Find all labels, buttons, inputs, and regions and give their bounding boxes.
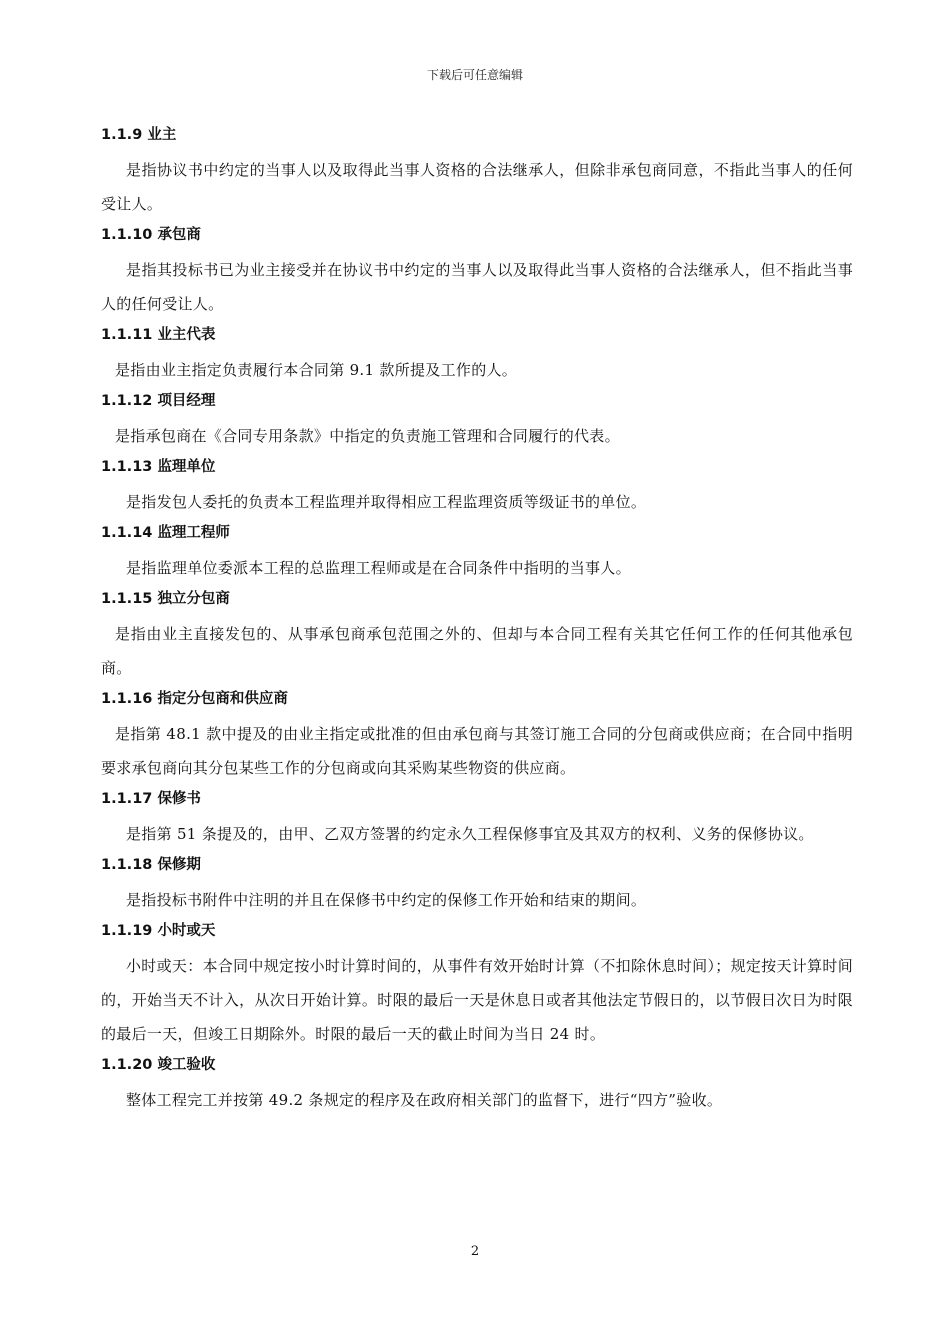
clause-title: 小时或天	[157, 923, 216, 939]
clause-body: 是指发包人委托的负责本工程监理并取得相应工程监理资质等级证书的单位。	[126, 493, 647, 511]
clause-body: 小时或天：本合同中规定按小时计算时间的，从事件有效开始时计算（不扣除休息时间）；规定按天计算时间的，开始当天不计入，从次日开始计算。时限的最后一天是休息日或者其他法定节假日的，以节假日次日为时限的最后一天，但竣工日期除外。时限的最后一天的截止时间为当日 24 时。	[101, 957, 853, 1043]
clause-title: 监理工程师	[157, 525, 230, 541]
clause-number: 1.1.13	[101, 459, 153, 475]
clause-title: 业主代表	[157, 327, 216, 343]
clause-heading	[101, 688, 853, 710]
clause-heading	[101, 456, 853, 478]
clause-heading	[101, 920, 853, 942]
clause-number: 1.1.16	[101, 691, 153, 707]
clause-title: 业主	[147, 127, 177, 143]
clause-title: 竣工验收	[157, 1057, 216, 1073]
clause-1-1-15	[101, 588, 853, 685]
clause-body: 是指第 48.1 款中提及的由业主指定或批准的但由承包商与其签订施工合同的分包商或供应商；在合同中指明要求承包商向其分包某些工作的分包商或向其采购某些物资的供应商。	[101, 725, 853, 777]
clause-1-1-17	[101, 788, 853, 851]
clause-title: 保修书	[157, 791, 201, 807]
clause-body: 整体工程完工并按第 49.2 条规定的程序及在政府相关部门的监督下，进行“四方”验收。	[126, 1091, 723, 1109]
clause-heading	[101, 588, 853, 610]
clause-1-1-18	[101, 854, 853, 917]
clause-heading	[101, 788, 853, 810]
clause-number: 1.1.15	[101, 591, 153, 607]
clause-title: 承包商	[157, 227, 201, 243]
clause-heading	[101, 854, 853, 876]
clause-title: 独立分包商	[157, 591, 230, 607]
clause-heading	[101, 324, 853, 346]
clause-number: 1.1.10	[101, 227, 153, 243]
clause-number: 1.1.14	[101, 525, 153, 541]
clause-body: 是指承包商在《合同专用条款》中指定的负责施工管理和合同履行的代表。	[115, 427, 620, 445]
clause-1-1-12	[101, 390, 853, 453]
page-header: 下载后可任意编辑	[426, 68, 523, 82]
clause-1-1-19	[101, 920, 853, 1051]
clause-heading	[101, 224, 853, 246]
clause-heading	[101, 124, 853, 146]
clause-body: 是指其投标书已为业主接受并在协议书中约定的当事人以及取得此当事人资格的合法继承人，但不指此当事人的任何受让人。	[101, 261, 853, 313]
clause-title: 项目经理	[157, 393, 216, 409]
clause-body: 是指由业主指定负责履行本合同第 9.1 款所提及工作的人。	[115, 361, 518, 379]
clause-body: 是指投标书附件中注明的并且在保修书中约定的保修工作开始和结束的期间。	[126, 891, 647, 909]
clause-1-1-16	[101, 688, 853, 785]
clause-body: 是指协议书中约定的当事人以及取得此当事人资格的合法继承人，但除非承包商同意，不指此当事人的任何受让人。	[101, 161, 853, 213]
clause-heading	[101, 522, 853, 544]
clause-title: 监理单位	[157, 459, 216, 475]
clause-title: 保修期	[157, 857, 201, 873]
page-number: 2	[470, 1244, 480, 1259]
clause-body: 是指第 51 条提及的，由甲、乙双方签署的约定永久工程保修事宜及其双方的权利、义务的保修协议。	[126, 825, 814, 843]
clause-1-1-9	[101, 124, 853, 221]
clause-number: 1.1.12	[101, 393, 153, 409]
clause-1-1-13	[101, 456, 853, 519]
clause-number: 1.1.9	[101, 127, 143, 143]
clause-number: 1.1.18	[101, 857, 153, 873]
clause-1-1-10	[101, 224, 853, 321]
clause-heading	[101, 390, 853, 412]
clause-number: 1.1.11	[101, 327, 153, 343]
clause-title: 指定分包商和供应商	[157, 691, 288, 707]
clause-body: 是指监理单位委派本工程的总监理工程师或是在合同条件中指明的当事人。	[126, 559, 631, 577]
clause-number: 1.1.20	[101, 1057, 153, 1073]
clause-number: 1.1.19	[101, 923, 153, 939]
document-body	[101, 124, 853, 1120]
clause-1-1-11	[101, 324, 853, 387]
clause-number: 1.1.17	[101, 791, 153, 807]
clause-heading	[101, 1054, 853, 1076]
clause-1-1-20	[101, 1054, 853, 1117]
clause-body: 是指由业主直接发包的、从事承包商承包范围之外的、但却与本合同工程有关其它任何工作的任何其他承包商。	[101, 625, 853, 677]
clause-1-1-14	[101, 522, 853, 585]
